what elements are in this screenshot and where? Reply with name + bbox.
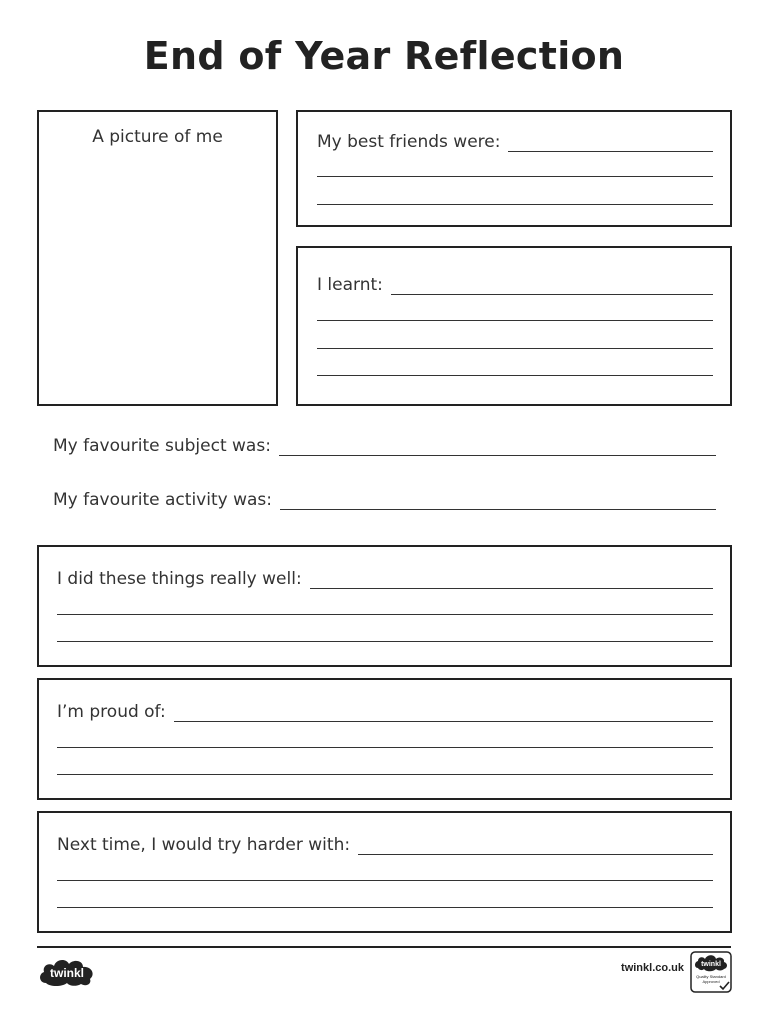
favourite-subject-line: [279, 442, 716, 456]
best-friends-row: [317, 132, 713, 152]
footer-divider: [37, 946, 731, 948]
proud-of-line-1: [174, 708, 713, 722]
picture-box-label: A picture of me: [92, 127, 223, 147]
favourite-subject-label: My favourite subject was:: [53, 436, 271, 456]
proud-of-box: [37, 678, 732, 800]
learnt-label: I learnt:: [317, 275, 383, 295]
try-harder-line-2: [57, 880, 713, 881]
favourite-activity-line: [280, 496, 716, 510]
page-title: End of Year Reflection: [143, 34, 625, 78]
learnt-line-3: [317, 348, 713, 349]
favourite-subject-row: [53, 436, 716, 456]
quality-badge-text: Quality Standard Approved: [696, 974, 726, 984]
did-well-row: [57, 569, 713, 589]
proud-of-line-2: [57, 747, 713, 748]
try-harder-row: [57, 835, 713, 855]
best-friends-box: [296, 110, 732, 227]
did-well-line-1: [310, 575, 713, 589]
favourite-activity-label: My favourite activity was:: [53, 490, 272, 510]
svg-text:twinkl: twinkl: [49, 966, 85, 980]
learnt-line-4: [317, 375, 713, 376]
best-friends-line-3: [317, 204, 713, 205]
did-well-box: [37, 545, 732, 667]
picture-box: [37, 110, 278, 406]
learnt-line-1: [391, 281, 713, 295]
proud-of-row: [57, 702, 713, 722]
footer-url: twinkl.co.uk: [621, 962, 684, 974]
proud-of-line-3: [57, 774, 713, 775]
svg-text:twinkl: twinkl: [701, 961, 721, 968]
favourite-activity-row: [53, 490, 716, 510]
try-harder-line-3: [57, 907, 713, 908]
best-friends-label: My best friends were:: [317, 132, 501, 152]
twinkl-cloud-icon: [36, 955, 98, 989]
twinkl-logo: [36, 955, 98, 989]
quality-badge-icon: [690, 951, 732, 993]
try-harder-line-1: [358, 841, 713, 855]
try-harder-label: Next time, I would try harder with:: [57, 835, 351, 855]
best-friends-line-1: [508, 138, 713, 152]
did-well-line-2: [57, 614, 713, 615]
try-harder-box: [37, 811, 732, 933]
did-well-label: I did these things really well:: [57, 569, 302, 589]
learnt-line-2: [317, 320, 713, 321]
proud-of-label: I’m proud of:: [57, 702, 166, 722]
best-friends-line-2: [317, 176, 713, 177]
did-well-line-3: [57, 641, 713, 642]
learnt-box: [296, 246, 732, 406]
quality-standard-badge: [690, 951, 732, 993]
learnt-row: [317, 275, 713, 295]
